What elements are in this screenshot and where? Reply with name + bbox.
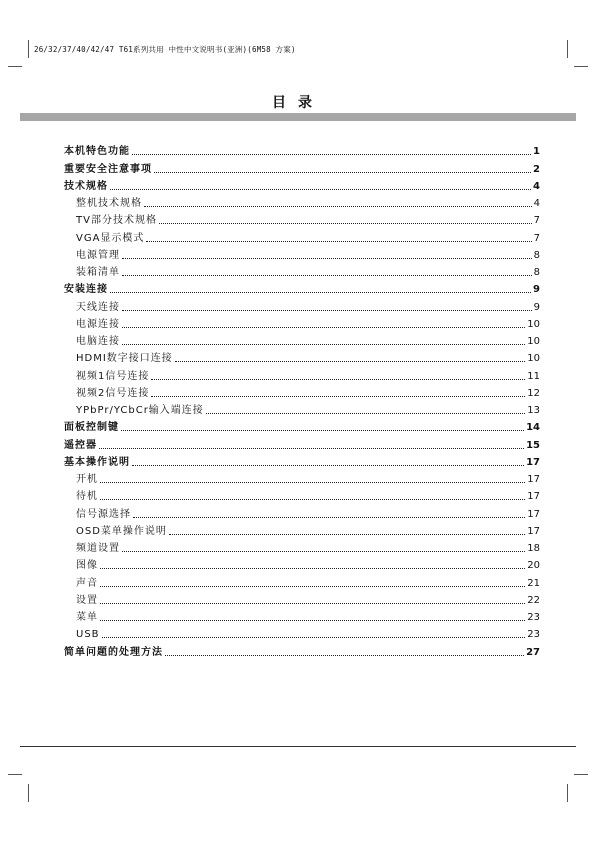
- toc-entry-label: 待机: [76, 491, 98, 503]
- dot-leader: [121, 430, 524, 431]
- dot-leader: [122, 310, 532, 311]
- toc-entry-label: HDMI数字接口连接: [76, 353, 173, 365]
- dot-leader: [146, 241, 531, 242]
- dot-leader: [100, 568, 525, 569]
- dot-leader: [100, 482, 525, 483]
- toc-entry-label: OSD菜单操作说明: [76, 525, 167, 537]
- toc-entry-label: 信号源选择: [76, 508, 131, 520]
- crop-mark: [8, 66, 22, 67]
- toc-entry-page-number: 7: [533, 215, 540, 227]
- toc-entry-page-number: 17: [527, 474, 540, 485]
- dot-leader: [100, 499, 525, 500]
- dot-leader: [159, 223, 532, 224]
- toc-entry-page-number: 4: [533, 198, 540, 209]
- toc-entry-page-number: 9: [533, 301, 540, 313]
- crop-mark: [8, 774, 22, 775]
- toc-entry-label: 整机技术规格: [76, 198, 142, 209]
- dot-leader: [122, 327, 525, 328]
- toc-entry[interactable]: [64, 279, 540, 296]
- dot-leader: [165, 655, 524, 656]
- toc-entry-page-number: 10: [527, 336, 540, 347]
- toc-entry[interactable]: [64, 176, 540, 193]
- toc-entry-page-number: 10: [527, 353, 540, 365]
- toc-entry-page-number: 21: [527, 577, 540, 589]
- toc-entry-label: TV部分技术规格: [76, 215, 157, 227]
- toc-entry[interactable]: [64, 607, 540, 624]
- toc-entry-label: 重要安全注意事项: [64, 163, 152, 175]
- toc-entry-label: 频道设置: [76, 543, 120, 554]
- dot-leader: [151, 379, 525, 380]
- toc-entry-label: 技术规格: [64, 180, 108, 192]
- title-bar: [20, 113, 576, 121]
- page-title: 目录: [272, 95, 324, 111]
- toc-entry[interactable]: [64, 417, 540, 434]
- toc-entry-page-number: 15: [526, 439, 540, 451]
- toc-entry-page-number: 22: [527, 594, 540, 606]
- toc-entry[interactable]: [64, 193, 540, 210]
- toc-entry-label: 图像: [76, 560, 98, 572]
- toc-entry-page-number: 17: [526, 456, 540, 468]
- toc-entry-label: YPbPr/YCbCr输入端连接: [76, 405, 204, 416]
- toc-entry-page-number: 27: [526, 646, 540, 658]
- toc-entry-page-number: 20: [527, 560, 540, 572]
- dot-leader: [122, 258, 532, 259]
- toc-entry[interactable]: [64, 365, 540, 382]
- toc-entry-page-number: 2: [533, 163, 540, 175]
- toc-entry[interactable]: [64, 624, 540, 641]
- toc-entry[interactable]: [64, 503, 540, 520]
- dot-leader: [122, 344, 525, 345]
- toc-entry[interactable]: [64, 245, 540, 262]
- dot-leader: [154, 172, 531, 173]
- toc-entry-page-number: 18: [527, 543, 540, 554]
- toc-entry-label: USB: [76, 629, 100, 641]
- toc-entry-label: 设置: [76, 594, 98, 606]
- document-header: 26/32/37/40/42/47 T61系列共用 中性中文说明书(亚洲)(6M58 方案): [34, 45, 296, 54]
- toc-entry-label: 基本操作说明: [64, 456, 130, 468]
- toc-entry-label: 本机特色功能: [64, 146, 130, 158]
- toc-entry[interactable]: [64, 400, 540, 417]
- dot-leader: [122, 275, 532, 276]
- footer-rule: [20, 746, 576, 747]
- dot-leader: [99, 448, 524, 449]
- toc-entry[interactable]: [64, 590, 540, 607]
- toc-entry-page-number: 4: [533, 180, 540, 192]
- toc-entry[interactable]: [64, 383, 540, 400]
- toc-entry[interactable]: [64, 158, 540, 175]
- toc-entry-page-number: 1: [533, 146, 540, 158]
- toc-entry-label: 天线连接: [76, 301, 120, 313]
- toc-entry-page-number: 14: [526, 422, 540, 434]
- toc-entry-label: 遥控器: [64, 439, 97, 451]
- toc-entry-label: 简单问题的处理方法: [64, 646, 163, 658]
- toc-entry-label: 装箱清单: [76, 267, 120, 278]
- toc-entry[interactable]: [64, 262, 540, 279]
- toc-entry-page-number: 10: [527, 318, 540, 330]
- toc-entry[interactable]: [64, 641, 540, 658]
- toc-entry-label: 声音: [76, 577, 98, 589]
- toc-entry-page-number: 13: [527, 405, 540, 416]
- dot-leader: [122, 551, 525, 552]
- dot-leader: [110, 292, 531, 293]
- toc-entry[interactable]: [64, 434, 540, 451]
- toc-entry[interactable]: [64, 227, 540, 244]
- dot-leader: [100, 586, 525, 587]
- toc-entry[interactable]: [64, 486, 540, 503]
- toc-entry[interactable]: [64, 572, 540, 589]
- toc-entry-label: 视频1信号连接: [76, 370, 150, 382]
- dot-leader: [100, 620, 525, 621]
- dot-leader: [169, 534, 525, 535]
- dot-leader: [144, 206, 532, 207]
- dot-leader: [132, 465, 524, 466]
- crop-mark: [574, 774, 588, 775]
- toc-entry[interactable]: [64, 538, 540, 555]
- toc-entry[interactable]: [64, 141, 540, 158]
- toc-entry[interactable]: [64, 314, 540, 331]
- toc-entry-page-number: 7: [533, 232, 540, 244]
- toc-entry-page-number: 17: [527, 508, 540, 520]
- toc-entry-label: 视频2信号连接: [76, 387, 150, 399]
- toc-entry[interactable]: [64, 296, 540, 313]
- toc-entry-label: 面板控制键: [64, 422, 119, 434]
- toc-entry[interactable]: [64, 452, 540, 469]
- dot-leader: [132, 154, 531, 155]
- dot-leader: [100, 603, 525, 604]
- crop-mark: [574, 66, 588, 67]
- crop-mark: [28, 784, 29, 802]
- toc-entry-page-number: 17: [527, 525, 540, 537]
- toc-entry-page-number: 23: [527, 629, 540, 641]
- toc-entry-label: 电源管理: [76, 249, 120, 261]
- toc-entry[interactable]: [64, 469, 540, 486]
- toc-entry-label: 开机: [76, 474, 98, 485]
- crop-mark: [567, 40, 568, 58]
- dot-leader: [110, 189, 531, 190]
- dot-leader: [133, 517, 525, 518]
- toc-entry[interactable]: [64, 348, 540, 365]
- toc-entry-page-number: 9: [533, 284, 540, 296]
- table-of-contents: [64, 141, 540, 659]
- toc-entry-page-number: 17: [527, 491, 540, 503]
- crop-mark: [28, 40, 29, 58]
- toc-entry[interactable]: [64, 521, 540, 538]
- toc-entry[interactable]: [64, 555, 540, 572]
- dot-leader: [206, 413, 525, 414]
- toc-entry-label: VGA显示模式: [76, 232, 145, 244]
- dot-leader: [175, 361, 525, 362]
- toc-entry[interactable]: [64, 210, 540, 227]
- dot-leader: [102, 637, 526, 638]
- toc-entry-page-number: 11: [527, 370, 540, 382]
- toc-entry-label: 菜单: [76, 612, 98, 623]
- toc-entry-label: 电源连接: [76, 318, 120, 330]
- toc-entry-page-number: 8: [533, 267, 540, 278]
- toc-entry-label: 电脑连接: [76, 336, 120, 347]
- crop-mark: [567, 784, 568, 802]
- toc-entry[interactable]: [64, 331, 540, 348]
- toc-entry-page-number: 12: [527, 387, 540, 399]
- toc-entry-page-number: 8: [533, 249, 540, 261]
- toc-entry-page-number: 23: [527, 612, 540, 623]
- dot-leader: [151, 396, 525, 397]
- toc-entry-label: 安装连接: [64, 284, 108, 296]
